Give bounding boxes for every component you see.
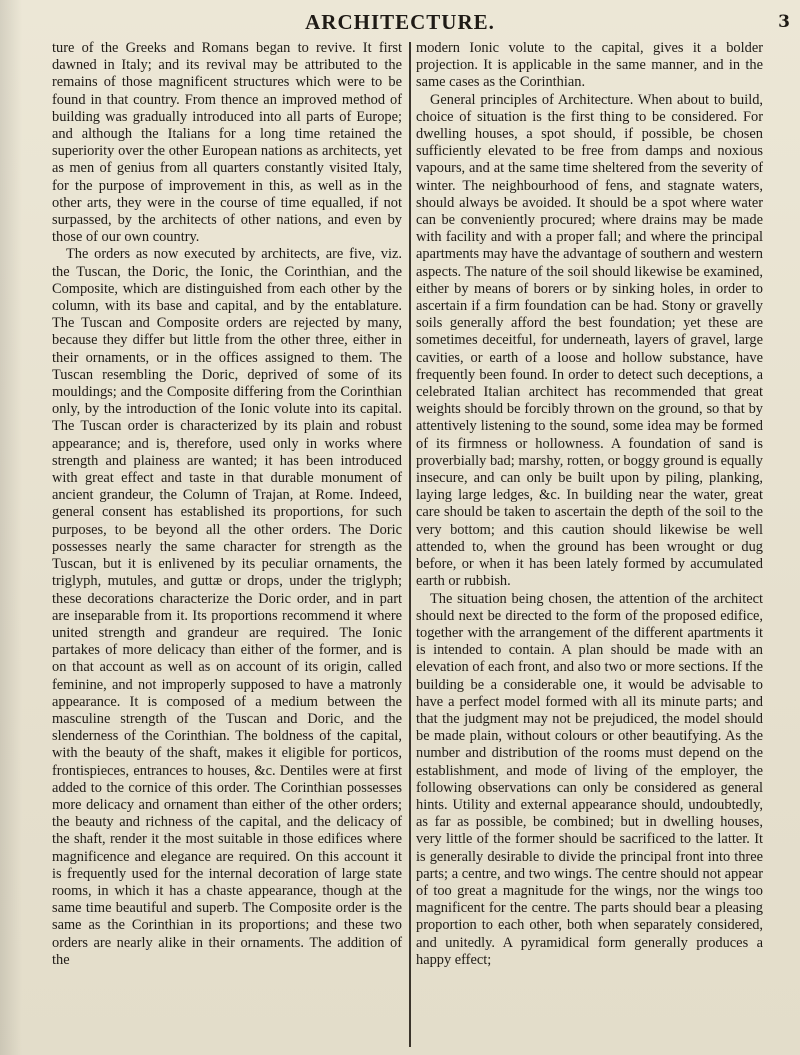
paragraph: The situation being chosen, the attention of the architect should next be directed to the form of the proposed edifice, together with the arrangement of the different apartments it is intended to contain. A plan should be made with an elevation of each front, and also two or more sections. If the building be a considerable one, it would be advisable to have a perfect model formed with all its minute parts; and that the judgment may not be prejudiced, the model should be made plain, without colours or other beautifying. As the number and distribution of the rooms must depend on the establishment, and mode of living of the employer, the following observations can only be considered as general hints. Utility and external appearance should, undoubtedly, as far as possible, be combined; but in dwelling houses, very little of the former should be sacrificed to the latter. It is generally desirable to divide the principal front into three parts; a centre, and two wings. The centre should not appear of too great a magnitude for the wings, nor the wings too magnificent for the centre. The parts should bear a pleasing proportion to each other, both when separately considered, and unitedly. A pyramidical form generally produces a happy effect; xyxy=(416,590,763,968)
page-number: 3 xyxy=(778,12,790,32)
paragraph: General principles of Architecture. When about to build, choice of situation is the first thing to be considered. For dwelling houses, a spot should, if possible, be chosen sufficiently elevated to be free from damps and noxious vapours, and at the same time sheltered from the severity of winter. The neighbourhood of fens, and stagnate waters, should always be avoided. It should be a spot where water can be conveniently procured; where drains may be made with facility and with a proper fall; and where the principal apartments may have the advantage of southern and western aspects. The nature of the soil should likewise be examined, either by means of borers or by sinking holes, in order to ascertain if a firm foundation can be had. Stony or gravelly soils generally afford the best foundation; yet these are sometimes deceitful, for underneath, layers of gravel, large cavities, or earth of a loose and hollow substance, have frequently been found. In order to detect such deceptions, a celebrated Italian architect has recommended that great weights should be forcibly thrown on the ground, so that by attentively listening to the sound, some idea may be formed of its firmness or hollowness. A foundation of sand is proverbially bad; marshy, rotten, or boggy ground is equally insecure, and can only be built upon by piling, planking, laying large ledges, &c. In building near the water, great care should be taken to ascertain the depth of the soil to the very bottom; and this caution should likewise be well attended to, when the ground has been wrought or dug before, or when it has been lately formed by accumulated earth or rubbish. xyxy=(416,91,763,590)
right-column xyxy=(416,40,763,969)
column-divider xyxy=(409,42,411,1047)
page-header xyxy=(0,10,800,38)
page-fold-shadow xyxy=(0,0,22,1055)
left-column xyxy=(52,40,402,969)
paragraph: modern Ionic volute to the capital, gives it a bolder projection. It is applicable in the same manner, and in the same cases as the Corinthian. xyxy=(416,40,763,91)
running-head: ARCHITECTURE. xyxy=(305,10,495,34)
paragraph: The orders as now executed by architects, are five, viz. the Tuscan, the Doric, the Ionic, the Corinthian, and the Composite, which are distinguished from each other by the column, with its base and capital, and by the entablature. The Tuscan and Composite orders are rejected by many, because they differ but little from the other three, either in their ornaments, or in the offices assigned to them. The Tuscan resembling the Doric, deprived of some of its mouldings; and the Composite differing from the Corinthian only, by the introduction of the Ionic volute into its capital. The Tuscan order is characterized by its plain and robust appearance; and is, therefore, used only in works where strength and plainess are wanted; it has been introduced with great effect and taste in that durable monument of ancient grandeur, the Column of Trajan, at Rome. Indeed, general consent has established its proportions, for such purposes, to be beyond all the other orders. The Doric possesses nearly the same character for strength as the Tuscan, but it is enlivened by its peculiar ornaments, the triglyph, mutules, and guttæ or drops, under the triglyph; these decorations characterize the Doric order, and in part are inseparable from it. Its proportions recommend it where united strength and grandeur are required. The Ionic partakes of more delicacy than either of the former, and is on that account as well as on account of its origin, called feminine, and not improperly supposed to have a matronly appearance. It is composed of a medium between the masculine strength of the Tuscan and Doric, and the slenderness of the Corinthian. The boldness of the capital, with the beauty of the shaft, makes it eligible for porticos, frontispieces, entrances to houses, &c. Dentiles were at first added to the cornice of this order. The Corinthian possesses more delicacy and ornament than either of the other orders; the beauty and richness of the capital, and the delicacy of the shaft, render it the most suitable in those edifices where magnificence and elegance are required. On this account it is frequently used for the internal decoration of large state rooms, in which it has a chaste appearance, though at the same time beautiful and superb. The Composite order is the same as the Corinthian in its proportions; and these two orders are nearly alike in their ornaments. The addition of the xyxy=(52,246,402,968)
paragraph: ture of the Greeks and Romans began to revive. It first dawned in Italy; and its revival may be attributed to the remains of those magnificent structures which were to be found in that country. From thence an improved method of building was gradually introduced into all parts of Europe; and although the Italians for a long time retained the superiority over the other European nations as architects, yet as men of genius from all quarters constantly visited Italy, for the purpose of improvement in this, as well as in the other arts, they were in the course of time equalled, if not surpassed, by the architects of other nations, and even by those of our own country. xyxy=(52,40,402,246)
